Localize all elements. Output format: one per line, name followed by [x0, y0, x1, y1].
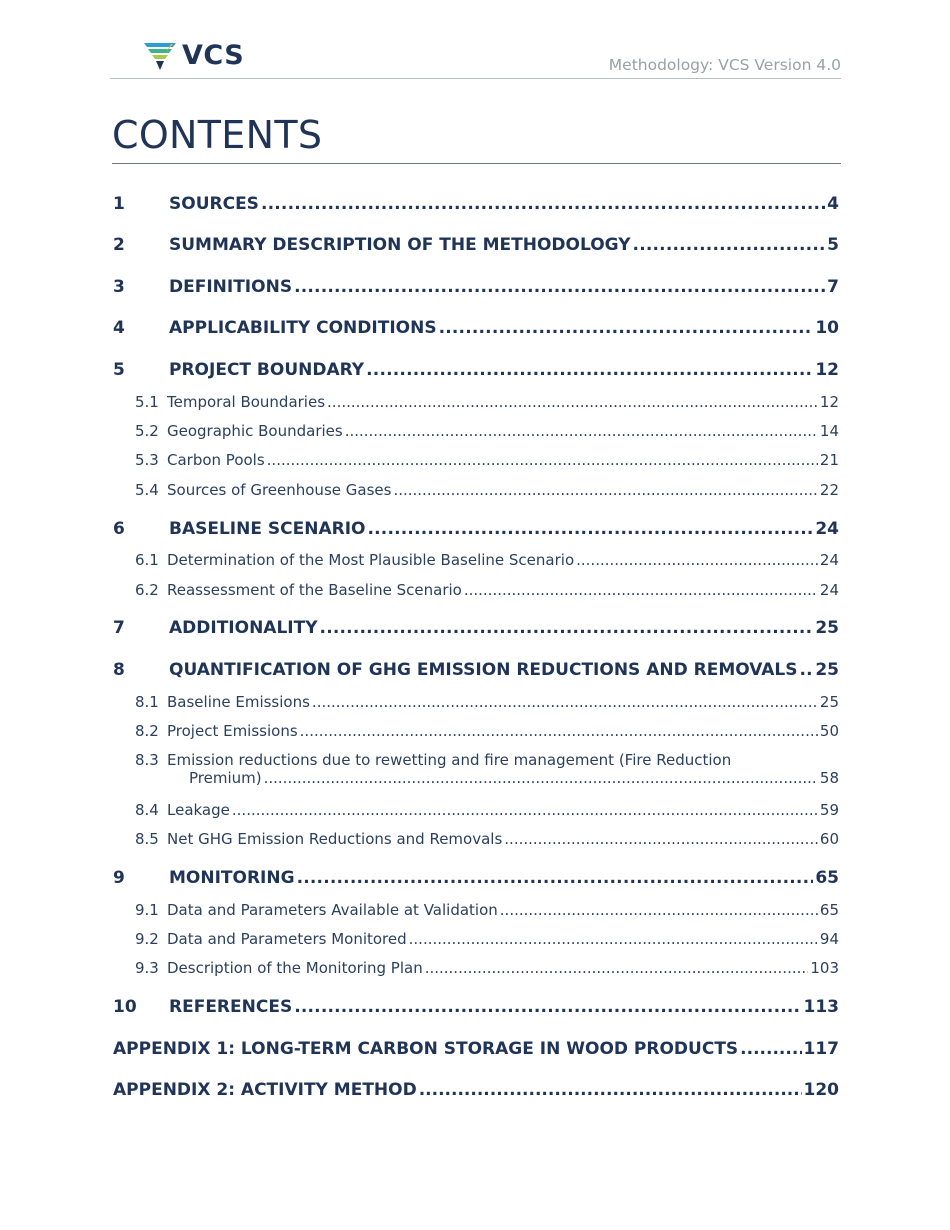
- toc-page: 24: [815, 519, 839, 539]
- toc-entry-8-4[interactable]: [113, 801, 839, 819]
- toc-leader: [393, 481, 817, 499]
- toc-entry-appendix-2[interactable]: [113, 1080, 839, 1100]
- toc-leader: [267, 451, 818, 469]
- toc-entry-9-3[interactable]: [113, 959, 839, 977]
- toc-leader: [294, 277, 825, 297]
- toc-number: 4: [113, 318, 125, 338]
- toc-leader: [366, 360, 813, 380]
- toc-number: 8: [113, 660, 125, 680]
- toc-leader: [633, 235, 826, 255]
- toc-title: Temporal Boundaries: [167, 393, 326, 411]
- toc-number: 5.1: [135, 393, 159, 411]
- toc-title: REFERENCES: [169, 997, 293, 1017]
- toc-title: APPENDIX 1: LONG-TERM CARBON STORAGE IN WOOD PRODUCTS: [113, 1039, 739, 1059]
- toc-leader: [320, 618, 814, 638]
- toc-page: 25: [815, 660, 839, 680]
- page-header: [110, 38, 841, 79]
- toc-entry-8-1[interactable]: [113, 693, 839, 711]
- toc-leader: [500, 901, 818, 919]
- toc-entry-9-1[interactable]: [113, 901, 839, 919]
- toc-entry-1[interactable]: [113, 194, 839, 214]
- toc-entry-5-4[interactable]: [113, 481, 839, 499]
- toc-number: 8.4: [135, 801, 159, 819]
- toc-number: 5: [113, 360, 125, 380]
- toc-page: 50: [819, 722, 839, 740]
- toc-title: APPLICABILITY CONDITIONS: [169, 318, 437, 338]
- toc-leader: [297, 868, 814, 888]
- toc-title: SOURCES: [169, 194, 259, 214]
- toc-entry-8-5[interactable]: [113, 830, 839, 848]
- toc-number: 6.2: [135, 581, 159, 599]
- toc-number: 7: [113, 618, 125, 638]
- toc-number: 3: [113, 277, 125, 297]
- toc-entry-5-2[interactable]: [113, 422, 839, 440]
- toc-leader: [419, 1080, 802, 1100]
- toc-page: 117: [803, 1039, 839, 1059]
- toc-title: SUMMARY DESCRIPTION OF THE METHODOLOGY: [169, 235, 631, 255]
- toc-number: 9: [113, 868, 125, 888]
- toc-title: Net GHG Emission Reductions and Removals: [167, 830, 503, 848]
- toc-leader: [367, 519, 813, 539]
- toc-title: Data and Parameters Monitored: [167, 930, 407, 948]
- toc-leader: [439, 318, 814, 338]
- toc-page: 24: [819, 551, 839, 569]
- toc-leader: [504, 830, 818, 848]
- toc-title: Sources of Greenhouse Gases: [167, 481, 392, 499]
- toc-number: 5.3: [135, 451, 159, 469]
- toc-title-line2: Premium): [189, 769, 262, 787]
- toc-entry-4[interactable]: [113, 318, 839, 338]
- toc-entry-8-2[interactable]: [113, 722, 839, 740]
- toc-title-line1: Emission reductions due to rewetting and fire management (Fire Reduction: [167, 751, 732, 769]
- toc-page: 24: [819, 581, 839, 599]
- toc-title: Reassessment of the Baseline Scenario: [167, 581, 462, 599]
- page-title: CONTENTS: [112, 113, 323, 157]
- toc-page: 65: [815, 868, 839, 888]
- toc-number: 9.1: [135, 901, 159, 919]
- logo-text: VCS: [182, 40, 245, 71]
- toc-number: 6: [113, 519, 125, 539]
- toc-entry-9[interactable]: [113, 868, 839, 888]
- toc-page: 7: [827, 277, 839, 297]
- toc-page: 5: [827, 235, 839, 255]
- toc-number: 9.2: [135, 930, 159, 948]
- toc-number: 10: [113, 997, 137, 1017]
- title-divider: [112, 163, 841, 164]
- toc-page: 25: [815, 618, 839, 638]
- toc-title: Geographic Boundaries: [167, 422, 343, 440]
- toc-number: 8.5: [135, 830, 159, 848]
- toc-title: MONITORING: [169, 868, 295, 888]
- toc-page: 12: [819, 393, 839, 411]
- toc-title: APPENDIX 2: ACTIVITY METHOD: [113, 1080, 417, 1100]
- toc-entry-5[interactable]: [113, 360, 839, 380]
- toc-page: 4: [827, 194, 839, 214]
- toc-leader: [261, 194, 825, 214]
- toc-number: 6.1: [135, 551, 159, 569]
- toc-page: 94: [819, 930, 839, 948]
- toc-number: 9.3: [135, 959, 159, 977]
- document-label: Methodology: VCS Version 4.0: [608, 56, 841, 74]
- toc-leader: [409, 930, 818, 948]
- toc-entry-5-1[interactable]: [113, 393, 839, 411]
- toc-leader: [799, 660, 813, 680]
- toc-leader: [464, 581, 818, 599]
- toc-number: 8.2: [135, 722, 159, 740]
- toc-entry-6-1[interactable]: [113, 551, 839, 569]
- toc-number: 8.1: [135, 693, 159, 711]
- toc-entry-9-2[interactable]: [113, 930, 839, 948]
- toc-page: 25: [819, 693, 839, 711]
- toc-title: Description of the Monitoring Plan: [167, 959, 423, 977]
- toc-entry-6[interactable]: [113, 519, 839, 539]
- toc-title: ADDITIONALITY: [169, 618, 318, 638]
- toc-entry-8-3[interactable]: [113, 751, 839, 787]
- toc-number: 8.3: [135, 751, 159, 769]
- toc-number: 5.4: [135, 481, 159, 499]
- toc-entry-6-2[interactable]: [113, 581, 839, 599]
- toc-page: 113: [803, 997, 839, 1017]
- toc-entry-appendix-1[interactable]: [113, 1039, 839, 1059]
- toc-leader: [345, 422, 818, 440]
- toc-title: QUANTIFICATION OF GHG EMISSION REDUCTIONS AND REMOVALS: [169, 660, 798, 680]
- toc-entry-3[interactable]: [113, 277, 839, 297]
- toc-number: 2: [113, 235, 125, 255]
- toc-title: Project Emissions: [167, 722, 298, 740]
- toc-entry-8[interactable]: [113, 660, 839, 680]
- vcs-logo: [142, 40, 244, 72]
- vcs-logo-icon: [142, 40, 178, 72]
- toc-page: 60: [819, 830, 839, 848]
- toc-leader: [264, 769, 818, 787]
- toc-page: 12: [815, 360, 839, 380]
- toc-title: PROJECT BOUNDARY: [169, 360, 365, 380]
- toc-entry-2[interactable]: [113, 235, 839, 255]
- toc-leader: [425, 959, 809, 977]
- toc-title: Baseline Emissions: [167, 693, 310, 711]
- toc-leader: [312, 693, 818, 711]
- toc-page: 58: [819, 769, 839, 787]
- toc-number: 5.2: [135, 422, 159, 440]
- toc-entry-7[interactable]: [113, 618, 839, 638]
- toc-leader: [576, 551, 818, 569]
- toc-page: 14: [819, 422, 839, 440]
- toc-page: 65: [819, 901, 839, 919]
- toc-page: 103: [810, 959, 839, 977]
- toc-title: DEFINITIONS: [169, 277, 293, 297]
- toc-leader: [294, 997, 801, 1017]
- toc-leader: [327, 393, 818, 411]
- toc-title: BASELINE SCENARIO: [169, 519, 366, 539]
- toc-page: 59: [819, 801, 839, 819]
- toc-leader: [300, 722, 818, 740]
- toc-leader: [232, 801, 818, 819]
- toc-title: Data and Parameters Available at Validation: [167, 901, 498, 919]
- toc-page: 22: [819, 481, 839, 499]
- toc-leader: [740, 1039, 801, 1059]
- toc-title: Leakage: [167, 801, 230, 819]
- toc-entry-10[interactable]: [113, 997, 839, 1017]
- toc-number: 1: [113, 194, 125, 214]
- toc-title: Carbon Pools: [167, 451, 265, 469]
- toc-page: 10: [815, 318, 839, 338]
- toc-page: 21: [819, 451, 839, 469]
- toc-page: 120: [803, 1080, 839, 1100]
- toc-entry-5-3[interactable]: [113, 451, 839, 469]
- toc-title: Determination of the Most Plausible Baseline Scenario: [167, 551, 575, 569]
